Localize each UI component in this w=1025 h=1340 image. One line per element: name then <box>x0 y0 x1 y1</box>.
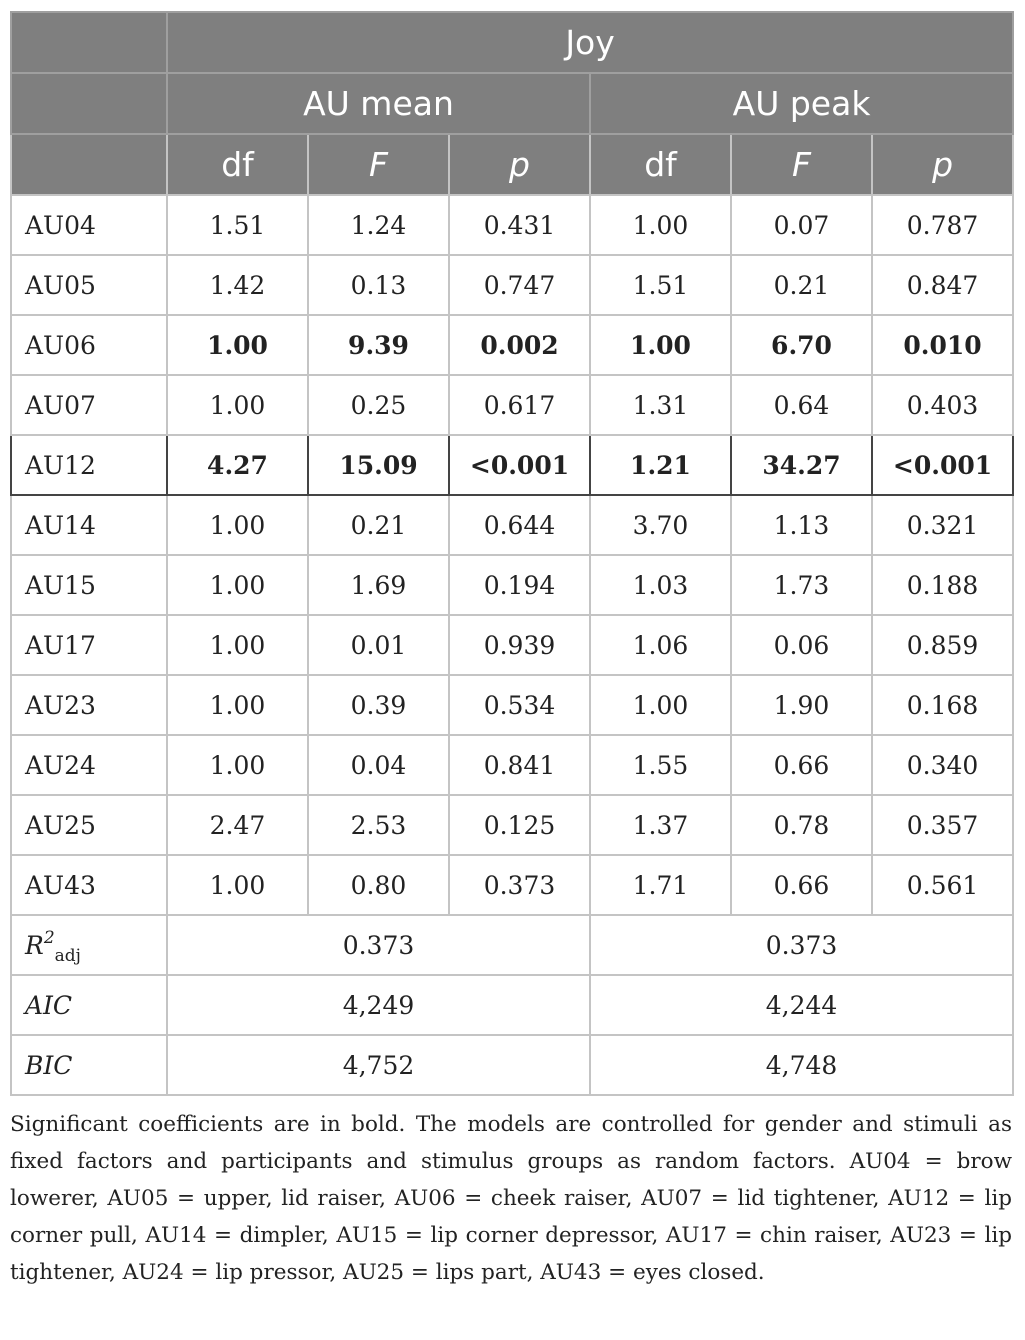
value-cell: 0.534 <box>449 675 590 735</box>
column-header-df: df <box>590 134 731 195</box>
summary-label <box>11 1035 167 1095</box>
value-cell: 1.06 <box>590 615 731 675</box>
value-cell: 1.37 <box>590 795 731 855</box>
value-cell: 0.010 <box>872 315 1013 375</box>
value-cell: 0.25 <box>308 375 449 435</box>
table-row <box>11 435 1013 495</box>
value-cell: 0.01 <box>308 615 449 675</box>
header-corner-cell <box>11 12 167 73</box>
value-cell: 0.188 <box>872 555 1013 615</box>
value-cell: 1.00 <box>167 315 308 375</box>
value-cell: 0.373 <box>449 855 590 915</box>
value-cell: 1.00 <box>590 195 731 255</box>
summary-value-cell: 4,244 <box>590 975 1013 1035</box>
value-cell: 1.24 <box>308 195 449 255</box>
column-header-df: df <box>167 134 308 195</box>
table-header <box>11 12 1013 195</box>
value-cell: 1.00 <box>590 315 731 375</box>
table-footnote: Significant coefficients are in bold. The models are controlled for gender and stimuli as fixed factors and participants and stimulus groups as random factors. AU04 = brow lowerer, AU05 = upper, lid raiser, AU06 = cheek raiser, AU07 = lid tightener, AU12 = lip corner pull, AU14 = dimpler, AU15 = lip corner depressor, AU17 = chin raiser, AU23 = lip tightener, AU24 = lip pressor, AU25 = lips part, AU43 = eyes closed. <box>10 1112 1012 1285</box>
model-header-au-mean: AU mean <box>167 73 590 134</box>
value-cell: 1.00 <box>167 555 308 615</box>
value-cell: 1.51 <box>167 195 308 255</box>
summary-label-subscript: adj <box>54 945 81 966</box>
value-cell: 1.13 <box>731 495 872 555</box>
value-cell: 0.002 <box>449 315 590 375</box>
value-cell: <0.001 <box>872 435 1013 495</box>
model-header-au-peak: AU peak <box>590 73 1013 134</box>
value-cell: 6.70 <box>731 315 872 375</box>
row-label: AU05 <box>11 255 167 315</box>
value-cell: 1.00 <box>167 375 308 435</box>
row-label: AU43 <box>11 855 167 915</box>
value-cell: 1.00 <box>167 855 308 915</box>
table-row <box>11 375 1013 435</box>
value-cell: 1.00 <box>167 495 308 555</box>
value-cell: 0.21 <box>731 255 872 315</box>
value-cell: 0.747 <box>449 255 590 315</box>
value-cell: 0.125 <box>449 795 590 855</box>
row-label: AU15 <box>11 555 167 615</box>
value-cell: 0.431 <box>449 195 590 255</box>
summary-row <box>11 915 1013 975</box>
value-cell: 0.644 <box>449 495 590 555</box>
value-cell: 1.00 <box>590 675 731 735</box>
value-cell: <0.001 <box>449 435 590 495</box>
value-cell: 0.64 <box>731 375 872 435</box>
row-label: AU25 <box>11 795 167 855</box>
table-row <box>11 555 1013 615</box>
value-cell: 0.21 <box>308 495 449 555</box>
column-header-p: p <box>872 134 1013 195</box>
row-label: AU17 <box>11 615 167 675</box>
value-cell: 0.168 <box>872 675 1013 735</box>
value-cell: 0.321 <box>872 495 1013 555</box>
value-cell: 4.27 <box>167 435 308 495</box>
table-row <box>11 255 1013 315</box>
value-cell: 0.66 <box>731 735 872 795</box>
value-cell: 0.357 <box>872 795 1013 855</box>
value-cell: 0.859 <box>872 615 1013 675</box>
value-cell: 1.55 <box>590 735 731 795</box>
value-cell: 0.561 <box>872 855 1013 915</box>
value-cell: 0.13 <box>308 255 449 315</box>
value-cell: 15.09 <box>308 435 449 495</box>
value-cell: 0.939 <box>449 615 590 675</box>
value-cell: 0.841 <box>449 735 590 795</box>
table-body <box>11 195 1013 1095</box>
table-row <box>11 195 1013 255</box>
row-label: AU04 <box>11 195 167 255</box>
summary-label <box>11 915 167 975</box>
value-cell: 9.39 <box>308 315 449 375</box>
row-label: AU14 <box>11 495 167 555</box>
value-cell: 1.00 <box>167 615 308 675</box>
column-header-f: F <box>308 134 449 195</box>
value-cell: 0.403 <box>872 375 1013 435</box>
value-cell: 0.04 <box>308 735 449 795</box>
value-cell: 1.42 <box>167 255 308 315</box>
value-cell: 0.06 <box>731 615 872 675</box>
value-cell: 0.340 <box>872 735 1013 795</box>
value-cell: 0.07 <box>731 195 872 255</box>
value-cell: 1.31 <box>590 375 731 435</box>
summary-label-text: AIC <box>25 990 73 1020</box>
value-cell: 1.03 <box>590 555 731 615</box>
table-figure <box>10 11 1012 1291</box>
summary-label-text: BIC <box>25 1050 73 1080</box>
value-cell: 0.787 <box>872 195 1013 255</box>
value-cell: 1.69 <box>308 555 449 615</box>
table-row <box>11 675 1013 735</box>
summary-value-cell: 4,752 <box>167 1035 590 1095</box>
column-header-p: p <box>449 134 590 195</box>
value-cell: 0.194 <box>449 555 590 615</box>
summary-value-cell: 0.373 <box>590 915 1013 975</box>
value-cell: 1.73 <box>731 555 872 615</box>
value-cell: 1.51 <box>590 255 731 315</box>
summary-value-cell: 4,748 <box>590 1035 1013 1095</box>
column-header-f: F <box>731 134 872 195</box>
value-cell: 0.847 <box>872 255 1013 315</box>
row-label: AU12 <box>11 435 167 495</box>
table-row <box>11 315 1013 375</box>
table-row <box>11 795 1013 855</box>
value-cell: 34.27 <box>731 435 872 495</box>
table-row <box>11 495 1013 555</box>
value-cell: 1.00 <box>167 675 308 735</box>
table-row <box>11 615 1013 675</box>
value-cell: 2.47 <box>167 795 308 855</box>
row-label: AU06 <box>11 315 167 375</box>
summary-value-cell: 0.373 <box>167 915 590 975</box>
value-cell: 0.80 <box>308 855 449 915</box>
header-corner-cell <box>11 73 167 134</box>
summary-label <box>11 975 167 1035</box>
value-cell: 1.71 <box>590 855 731 915</box>
value-cell: 3.70 <box>590 495 731 555</box>
value-cell: 0.617 <box>449 375 590 435</box>
value-cell: 0.66 <box>731 855 872 915</box>
value-cell: 0.78 <box>731 795 872 855</box>
summary-label-superscript: 2 <box>43 927 55 948</box>
value-cell: 0.39 <box>308 675 449 735</box>
summary-label-text: R <box>25 930 44 960</box>
value-cell: 1.21 <box>590 435 731 495</box>
group-title: Joy <box>167 12 1013 73</box>
table-row <box>11 855 1013 915</box>
row-label: AU24 <box>11 735 167 795</box>
value-cell: 1.00 <box>167 735 308 795</box>
row-label: AU07 <box>11 375 167 435</box>
row-label: AU23 <box>11 675 167 735</box>
summary-row <box>11 975 1013 1035</box>
table-row <box>11 735 1013 795</box>
summary-row <box>11 1035 1013 1095</box>
value-cell: 1.90 <box>731 675 872 735</box>
summary-value-cell: 4,249 <box>167 975 590 1035</box>
header-corner-cell <box>11 134 167 195</box>
value-cell: 2.53 <box>308 795 449 855</box>
results-table <box>10 11 1014 1096</box>
